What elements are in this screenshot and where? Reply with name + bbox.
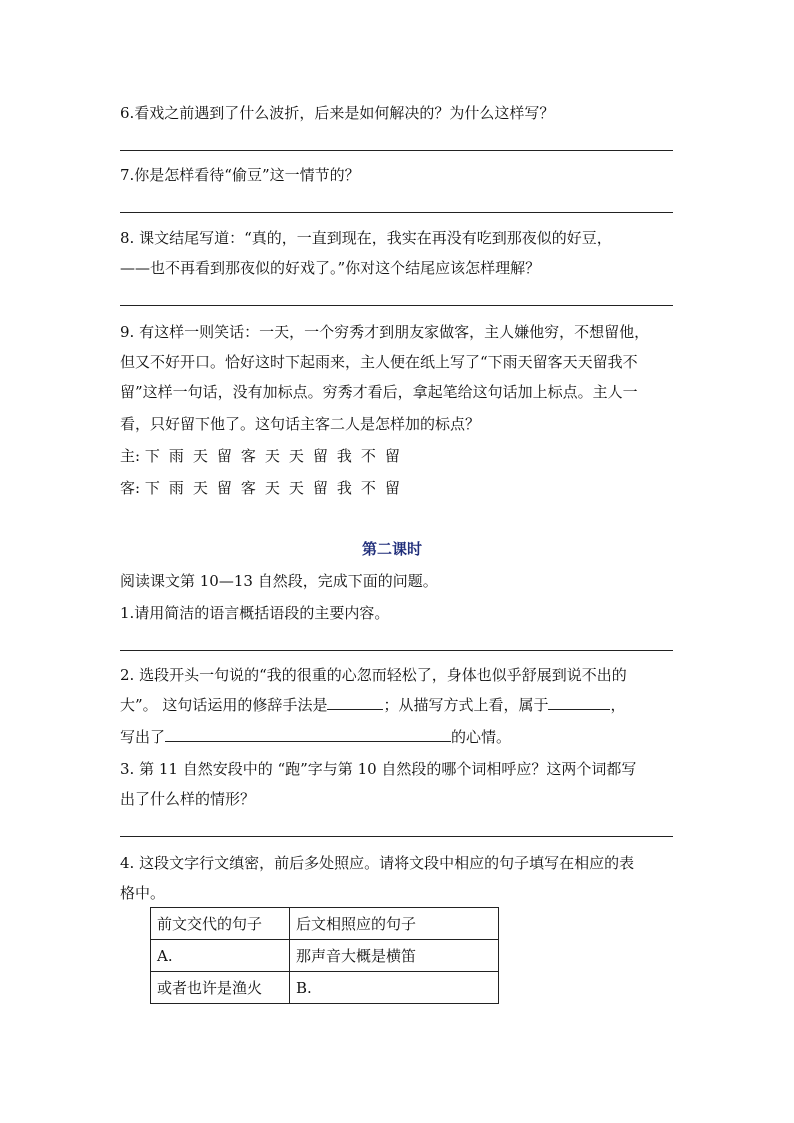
part-2-line2 <box>120 694 625 715</box>
part-2-text-e: 的心情。 <box>451 728 512 746</box>
question-8-line1: 8. 课文结尾写道：“真的，一直到现在，我实在再没有吃到那夜似的好豆， <box>120 229 612 247</box>
question-8-line2: ——也不再看到那夜似的好戏了。”你对这个结尾应该怎样理解？ <box>120 259 541 277</box>
table-cell[interactable]: B. <box>290 972 499 1004</box>
table-row <box>151 972 499 1004</box>
table-cell[interactable]: A. <box>151 940 290 972</box>
part-2-line3 <box>120 726 511 747</box>
answer-line-part-3[interactable] <box>120 836 673 837</box>
part-2-text-b: ；从描写方式上看，属于 <box>383 696 549 714</box>
part-3-line1: 3. 第 11 自然安段中的 “跑”字与第 10 自然段的哪个词相呼应？这两个词都写 <box>120 760 637 778</box>
part-2-text-d: 写出了 <box>120 728 166 746</box>
part-4-line1: 4. 这段文字行文缜密，前后多处照应。请将文段中相应的句子填写在相应的表 <box>120 854 635 872</box>
part-1-question: 1.请用简洁的语言概括语段的主要内容。 <box>120 604 390 622</box>
part-3-line2: 出了什么样的情形？ <box>120 790 256 808</box>
guest-label: 客: <box>120 479 141 497</box>
question-9-line3: 留”这样一句话，没有加标点。穷秀才看后，拿起笔给这句话加上标点。主人一 <box>120 383 638 401</box>
table-header-cell: 前文交代的句子 <box>151 908 290 940</box>
reading-instruction: 阅读课文第 10—13 自然段，完成下面的问题。 <box>120 572 438 590</box>
host-punctuation-row <box>120 445 409 466</box>
host-sentence: 下雨天留客天天留我不留 <box>144 447 409 465</box>
question-7: 7.你是怎样看待“偷豆”这一情节的？ <box>120 166 360 184</box>
section-title: 第二课时 <box>362 540 423 558</box>
mood-blank[interactable] <box>165 727 451 742</box>
answer-line-part-1[interactable] <box>120 650 673 651</box>
host-label: 主: <box>120 447 141 465</box>
table-cell: 或者也许是渔火 <box>151 972 290 1004</box>
question-9-line4: 看，只好留下他了。这句话主客二人是怎样加的标点？ <box>120 415 481 433</box>
table-row <box>151 940 499 972</box>
table-cell: 那声音大概是横笛 <box>290 940 499 972</box>
rhetoric-blank[interactable] <box>327 695 383 710</box>
correspondence-table <box>150 907 499 1004</box>
question-6: 6.看戏之前遇到了什么波折，后来是如何解决的？为什么这样写？ <box>120 104 555 122</box>
question-9-line1: 9. 有这样一则笑话：一天，一个穷秀才到朋友家做客，主人嫌他穷，不想留他， <box>120 323 650 341</box>
part-4-line2: 格中。 <box>120 884 166 902</box>
table-header-row <box>151 908 499 940</box>
answer-line-7[interactable] <box>120 212 673 213</box>
question-9-line2: 但又不好开口。恰好这时下起雨来，主人便在纸上写了“下雨天留客天天留我不 <box>120 353 638 371</box>
part-2-text-a: 大”。 这句话运用的修辞手法是 <box>120 696 328 714</box>
description-blank[interactable] <box>548 695 610 710</box>
part-2-text-c: ， <box>610 696 626 714</box>
guest-punctuation-row <box>120 477 409 498</box>
answer-line-6[interactable] <box>120 150 673 151</box>
guest-sentence: 下雨天留客天天留我不留 <box>144 479 409 497</box>
answer-line-8[interactable] <box>120 305 673 306</box>
part-2-line1: 2. 选段开头一句说的“我的很重的心忽而轻松了，身体也似乎舒展到说不出的 <box>120 666 627 684</box>
table-header-cell: 后文相照应的句子 <box>290 908 499 940</box>
